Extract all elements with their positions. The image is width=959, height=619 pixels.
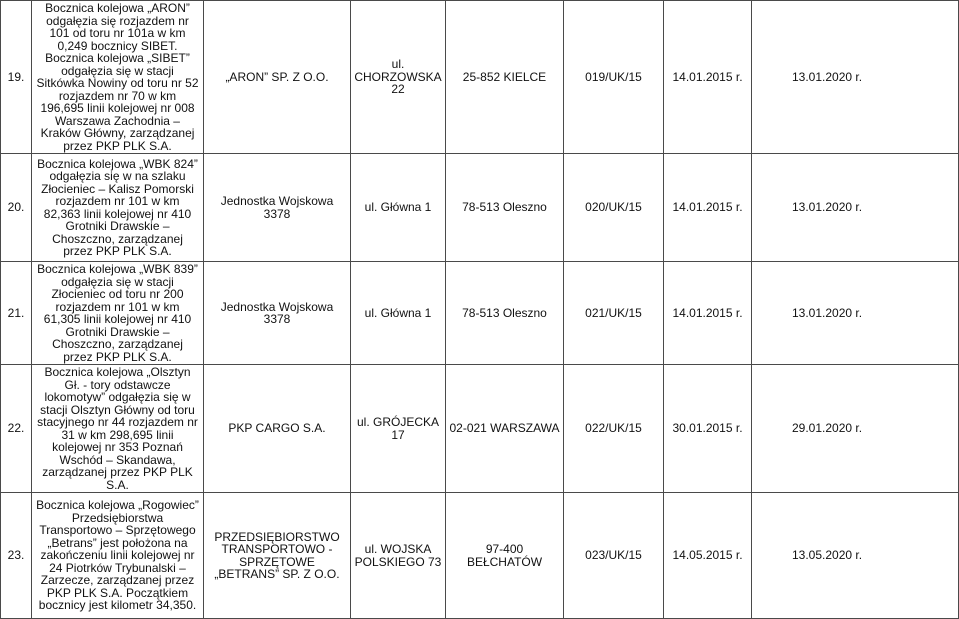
valid-until-date: 13.01.2020 r. xyxy=(752,154,959,262)
siding-description: Bocznica kolejowa „ARON” odgałęzia się rozjazdem nr 101 od toru nr 101a w km 0,249 bocznicy SIBET. Bocznica kolejowa „SIBET” odgałęzia się w stacji Sitkówka Nowiny od toru nr 52 rozjazdem nr 70 w km 196,695 linii kolejowej nr 008 Warszawa Zachodnia – Kraków Główny, zarządzanej przez PKP PLK S.A. xyxy=(32,1,204,154)
row-number: 21. xyxy=(1,262,32,365)
certificate-number: 021/UK/15 xyxy=(564,262,664,365)
valid-until-date: 29.01.2020 r. xyxy=(752,365,959,493)
valid-until-date: 13.05.2020 r. xyxy=(752,493,959,619)
issue-date: 30.01.2015 r. xyxy=(664,365,752,493)
issue-date: 14.01.2015 r. xyxy=(664,262,752,365)
row-number: 20. xyxy=(1,154,32,262)
siding-description: Bocznica kolejowa „Rogowiec” Przedsiębiorstwa Transportowo – Sprzętowego „Betrans” jest położona na zakończeniu linii kolejowej nr 24 Piotrków Trybunalski – Zarzecze, zarządzanej przez PKP PLK S.A. Początkiem bocznicy jest kilometr 34,350. xyxy=(32,493,204,619)
operator-name: Jednostka Wojskowa 3378 xyxy=(204,154,351,262)
table-row xyxy=(1,1,959,154)
valid-until-date: 13.01.2020 r. xyxy=(752,1,959,154)
certificate-number: 023/UK/15 xyxy=(564,493,664,619)
table-row xyxy=(1,154,959,262)
postal-city: 97-400 BEŁCHATÓW xyxy=(446,493,564,619)
siding-description: Bocznica kolejowa „WBK 839” odgałęzia się w stacji Złocieniec od toru nr 200 rozjazdem nr 101 w km 61,305 linii kolejowej nr 410 Grotniki Drawskie – Choszczno, zarządzanej przez PKP PLK S.A. xyxy=(32,262,204,365)
street-address: ul. WOJSKA POLSKIEGO 73 xyxy=(351,493,446,619)
row-number: 23. xyxy=(1,493,32,619)
street-address: ul. GRÓJECKA 17 xyxy=(351,365,446,493)
operator-name: PKP CARGO S.A. xyxy=(204,365,351,493)
street-address: ul. CHORZOWSKA 22 xyxy=(351,1,446,154)
postal-city: 25-852 KIELCE xyxy=(446,1,564,154)
certificate-number: 022/UK/15 xyxy=(564,365,664,493)
row-number: 19. xyxy=(1,1,32,154)
certificate-number: 019/UK/15 xyxy=(564,1,664,154)
table-row xyxy=(1,365,959,493)
row-number: 22. xyxy=(1,365,32,493)
postal-city: 78-513 Oleszno xyxy=(446,262,564,365)
issue-date: 14.01.2015 r. xyxy=(664,154,752,262)
table-row xyxy=(1,262,959,365)
valid-until-date: 13.01.2020 r. xyxy=(752,262,959,365)
postal-city: 02-021 WARSZAWA xyxy=(446,365,564,493)
operator-name: Jednostka Wojskowa 3378 xyxy=(204,262,351,365)
street-address: ul. Główna 1 xyxy=(351,154,446,262)
table-row xyxy=(1,493,959,619)
issue-date: 14.05.2015 r. xyxy=(664,493,752,619)
siding-description: Bocznica kolejowa „WBK 824” odgałęzia się w na szlaku Złocieniec – Kalisz Pomorski rozjazdem nr 101 w km 82,363 linii kolejowej nr 410 Grotniki Drawskie – Choszczno, zarządzanej przez PKP PLK S.A. xyxy=(32,154,204,262)
siding-description: Bocznica kolejowa „Olsztyn Gł. - tory odstawcze lokomotyw” odgałęzia się w stacji Olsztyn Główny od toru stacyjnego nr 44 rozjazdem nr 31 w km 298,695 linii kolejowej nr 353 Poznań Wschód – Skandawa, zarządzanej przez PKP PLK S.A. xyxy=(32,365,204,493)
operator-name: „ARON” SP. Z O.O. xyxy=(204,1,351,154)
certificate-number: 020/UK/15 xyxy=(564,154,664,262)
issue-date: 14.01.2015 r. xyxy=(664,1,752,154)
operator-name: PRZEDSIĘBIORSTWO TRANSPORTOWO - SPRZĘTOWE „BETRANS” SP. Z O.O. xyxy=(204,493,351,619)
street-address: ul. Główna 1 xyxy=(351,262,446,365)
postal-city: 78-513 Oleszno xyxy=(446,154,564,262)
